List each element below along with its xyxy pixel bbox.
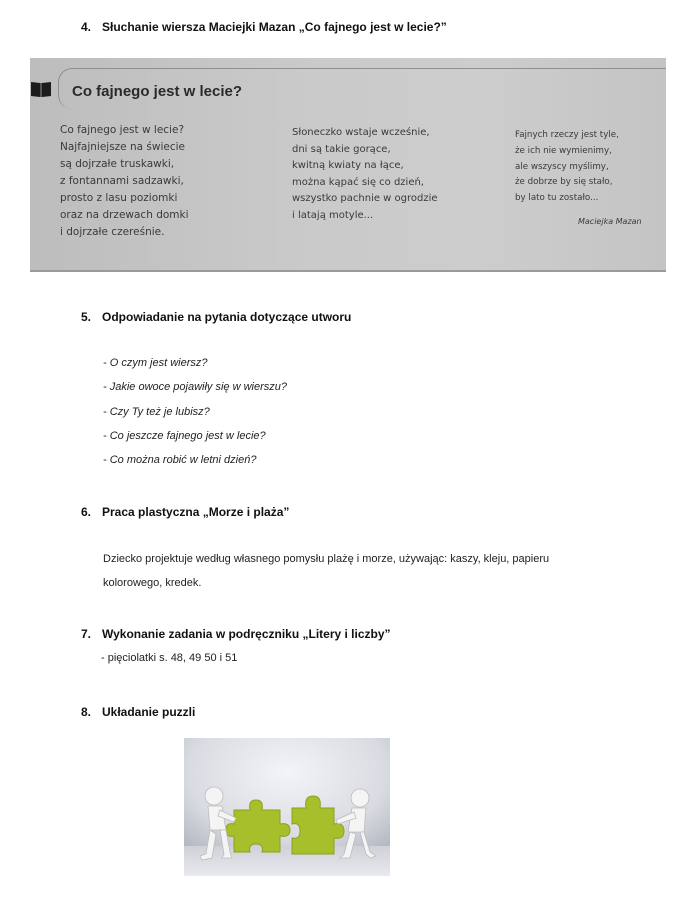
section-number: 5. (81, 310, 92, 324)
poem-line: i dojrzałe czereśnie. (60, 226, 165, 238)
poem-line: z fontannami sadzawki, (60, 175, 184, 187)
section-title: Układanie puzzli (102, 705, 196, 719)
art-task-line-2: kolorowego, kredek. (103, 577, 202, 589)
question-item: - Co można robić w letni dzień? (103, 454, 257, 467)
poem-line: wszystko pachnie w ogrodzie (292, 193, 438, 204)
poem-stanza-1 (60, 122, 189, 241)
poem-line: kwitną kwiaty na łące, (292, 160, 404, 171)
puzzle-photo (184, 738, 390, 876)
poem-line: Co fajnego jest w lecie? (60, 124, 185, 136)
poem-title: Co fajnego jest w lecie? (72, 83, 243, 100)
book-icon (30, 80, 52, 98)
textbook-pages: - pięciolatki s. 48, 49 50 i 51 (101, 652, 238, 664)
poem-line: Słoneczko wstaje wcześnie, (292, 127, 430, 138)
puzzle-illustration (184, 738, 390, 876)
questions-list (103, 357, 287, 478)
section-7-heading (81, 627, 391, 641)
section-number: 4. (81, 20, 92, 34)
section-title: Odpowiadanie na pytania dotyczące utworu (102, 310, 352, 324)
section-6-heading (81, 505, 289, 519)
poem-line: oraz na drzewach domki (60, 209, 189, 221)
section-title: Wykonanie zadania w podręczniku „Litery i liczby” (102, 627, 391, 641)
poem-line: Najfajniejsze na świecie (60, 141, 185, 153)
question-item: - Co jeszcze fajnego jest w lecie? (103, 429, 266, 442)
question-item: - Jakie owoce pojawiły się w wierszu? (103, 381, 288, 394)
poem-stanza-3 (515, 128, 619, 207)
poem-line: można kąpać się co dzień, (292, 176, 424, 188)
poem-line: Fajnych rzeczy jest tyle, (515, 130, 619, 140)
section-5-heading (81, 310, 351, 324)
poem-line: że dobrze by się stało, (515, 177, 613, 188)
section-title: Słuchanie wiersza Maciejki Mazan „Co fajnego jest w lecie?” (102, 20, 447, 34)
poem-line: są dojrzałe truskawki, (60, 158, 175, 170)
section-number: 8. (81, 705, 92, 719)
poem-line: i latają motyle... (292, 209, 374, 221)
poem-line: ale wszyscy myślimy, (515, 161, 609, 172)
section-8-heading (81, 705, 195, 719)
question-item: - O czym jest wiersz? (103, 357, 208, 369)
poem-line: by lato tu zostało... (515, 193, 599, 204)
section-4-heading (81, 20, 447, 34)
section-number: 6. (81, 505, 92, 519)
poem-line: dni są takie gorące, (292, 143, 391, 155)
question-item: - Czy Ty też je lubisz? (103, 405, 210, 418)
poem-stanza-2 (292, 125, 438, 224)
poem-line: prosto z lasu poziomki (60, 192, 178, 204)
section-number: 7. (81, 627, 92, 641)
art-task-line-1: Dziecko projektuje według własnego pomysłu plażę i morze, używając: kaszy, kleju, papieru (103, 553, 550, 565)
section-title: Praca plastyczna „Morze i plaża” (102, 505, 290, 519)
poem-line: że ich nie wymienimy, (515, 145, 612, 156)
poem-photo (30, 58, 666, 272)
poem-author: Maciejka Mazan (578, 217, 642, 226)
